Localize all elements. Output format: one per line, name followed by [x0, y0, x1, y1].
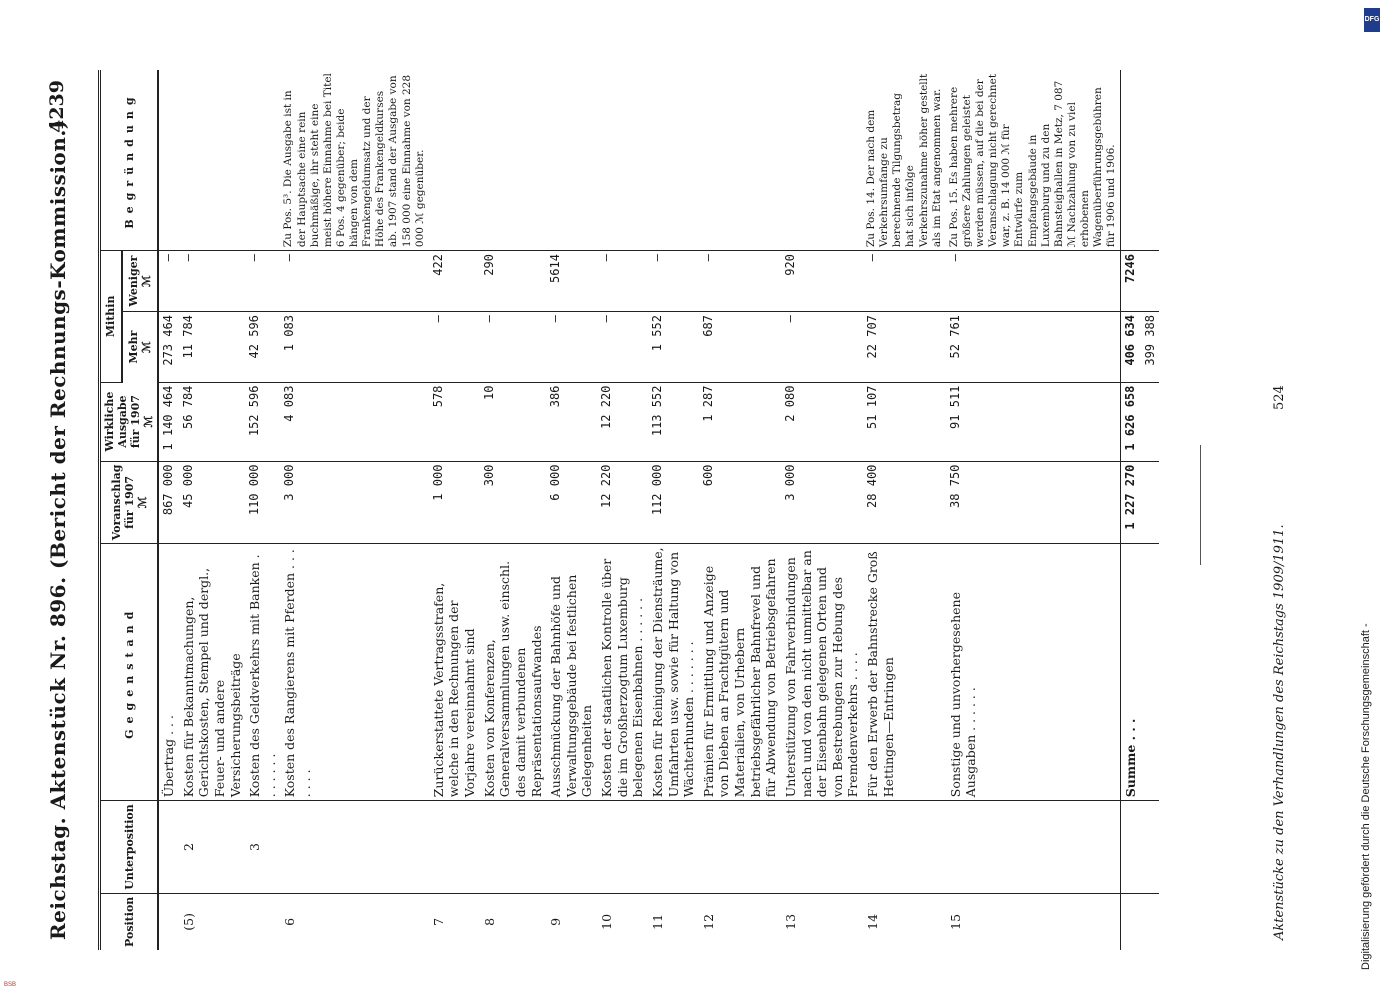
table-row: [546, 70, 597, 950]
cell-unterposition: [158, 801, 179, 893]
cell-gegenstand: Kosten für Reinigung der Diensträume, Umfahrten usw. sowie für Haltung von Wächterhunden . . . . . . .: [648, 544, 699, 801]
cell-voranschlag: 112 000: [648, 461, 699, 544]
cell-unterposition: [280, 801, 428, 893]
cell-begruendung: Zu Pos. 15. Es haben mehrere größere Zahlungen geleistet werden müssen, auf die bei der Veranschlagung nicht gerechnet war, z. B. 14 000 ℳ für Entwürfe zum Empfangsgebäude in Luxemburg und zu den Bahnsteighallen in Metz, 7 087 ℳ Nachzahlung von zu viel erhobenen Wagenüberführungsgebühren für 1906 und 1906.: [946, 70, 1121, 251]
cell-ausgabe: 91 511: [946, 382, 1121, 461]
cell-ausgabe: 1 287: [699, 382, 781, 461]
cell-position: 12: [700, 913, 716, 930]
table-row: [781, 70, 863, 950]
table-row: [429, 70, 480, 950]
page-header: [40, 70, 80, 950]
cell-ausgabe: 51 107: [863, 382, 946, 461]
cell-gegenstand: Ausschmückung der Bahnhöfe und Verwaltungsgebäude bei festlichen Gelegenheiten: [546, 544, 597, 801]
cell-position: 9: [548, 917, 564, 926]
cell-voranschlag: 110 000: [245, 461, 280, 544]
cell-voranschlag: 600: [699, 461, 781, 544]
cell-ausgabe: 386: [546, 382, 597, 461]
cell-gegenstand: Kosten der staatlichen Kontrolle über die im Großherzogtum Luxemburg belegenen Eisenbahnen . . . . . .: [597, 544, 648, 801]
cell-unterposition: [648, 801, 699, 893]
cell-begruendung: Zu Pos. 5³. Die Ausgabe ist in der Hauptsache eine rein buchmäßige, ihr steht eine meist höhere Einnahme bei Titel 6 Pos. 4 gegenüber; beide hängen von dem Frankengeldumsatz und der Höhe des Frankengeldkurses ab. 1907 stand der Ausgabe von 158 000 eine Einnahme von 228 000 ℳ gegenüber.: [280, 70, 428, 251]
table-row: [245, 70, 280, 950]
cell-position: 7: [430, 917, 446, 926]
footer-page: 524: [1272, 385, 1287, 410]
cell-weniger: —: [158, 251, 179, 312]
cell-weniger: 290: [480, 251, 547, 312]
budget-table: [98, 70, 1159, 950]
page-footer: [1268, 70, 1308, 950]
cell-voranschlag: 1 000: [429, 461, 480, 544]
cell-ausgabe: 4 083: [280, 382, 428, 461]
cell-ausgabe: 152 596: [245, 382, 280, 461]
cell-empty: [1141, 544, 1159, 801]
page-number: 4239: [46, 80, 68, 133]
cell-begruendung: [699, 70, 781, 251]
header-title: Reichstag. Aktenstück Nr. 896. (Bericht der Rechnungs-Kommission.): [46, 119, 70, 940]
table-row: [863, 70, 946, 950]
digitization-note: Digitalisierung gefördert durch die Deutsche Forschungsgemeinschaft -: [1360, 623, 1372, 970]
cell-ausgabe: 56 784: [179, 382, 246, 461]
cell-mehr: 52 761: [946, 312, 1121, 383]
cell-begruendung: [648, 70, 699, 251]
cell-ausgabe: 12 220: [597, 382, 648, 461]
cell-mehr: —: [480, 312, 547, 383]
cell-weniger: —: [946, 251, 1121, 312]
cell-begruendung: [429, 70, 480, 251]
cell-weniger: 5614: [546, 251, 597, 312]
cell-position: (5): [180, 913, 196, 931]
cell-empty: [1141, 893, 1159, 950]
cell-mehr: 687: [699, 312, 781, 383]
cell-weniger: —: [179, 251, 246, 312]
sum-weniger: 7246: [1121, 251, 1141, 312]
cell-gegenstand: Unterstützung von Fahrverbindungen nach und von den nicht unmittelbar an der Eisenbahn gelegenen Orten und von Bestrebungen zur Hebung des Fremdenverkehrs . . . .: [781, 544, 863, 801]
cell-empty: [1141, 382, 1159, 461]
cell-position: 13: [782, 913, 798, 930]
cell-gegenstand: Kosten des Geldverkehrs mit Banken . . . . . . .: [245, 544, 280, 801]
cell-ausgabe: 578: [429, 382, 480, 461]
cell-gegenstand: Kosten für Bekanntmachungen, Gerichtskosten, Stempel und dergl., Feuer- und andere Versicherungsbeiträge: [179, 544, 246, 801]
cell-gegenstand: Prämien für Ermittlung und Anzeige von Dieben an Frachtgütern und Materialien, von Urhebern betriebsgefährlicher Bahnfrevel und für Abwendung von Betriebsgefahren: [699, 544, 781, 801]
cell-weniger: 422: [429, 251, 480, 312]
table-row: [158, 70, 179, 950]
cell-mehr: —: [597, 312, 648, 383]
cell-gegenstand: Für den Erwerb der Bahnstrecke Groß Hettingen—Entringen: [863, 544, 946, 801]
cell-empty: [1121, 70, 1141, 251]
cell-begruendung: [158, 70, 179, 251]
table-row: [480, 70, 547, 950]
cell-mehr: 11 784: [179, 312, 246, 383]
cell-mehr: 273 464: [158, 312, 179, 383]
cell-begruendung: [781, 70, 863, 251]
table-row: [699, 70, 781, 950]
cell-unterposition: 2: [179, 801, 246, 893]
col-gegenstand: Gegenstand: [100, 544, 159, 801]
cell-weniger: 920: [781, 251, 863, 312]
cell-unterposition: [597, 801, 648, 893]
cell-unterposition: [946, 801, 1121, 893]
cell-gegenstand: Sonstige und unvorhergesehene Ausgaben . . . . . .: [946, 544, 1121, 801]
net-row: [1141, 70, 1159, 950]
table-row: [946, 70, 1121, 950]
col-ausgabe: Wirkliche Ausgabe für 1907 ℳ: [100, 382, 159, 461]
cell-mehr: —: [429, 312, 480, 383]
cell-gegenstand: Kosten des Rangierens mit Pferden . . . . . . .: [280, 544, 428, 801]
cell-begruendung: [245, 70, 280, 251]
cell-position: [158, 893, 179, 950]
cell-voranschlag: 12 220: [597, 461, 648, 544]
cell-ausgabe: 10: [480, 382, 547, 461]
sum-label: Summe . . .: [1121, 544, 1141, 801]
cell-mehr: —: [781, 312, 863, 383]
cell-weniger: —: [280, 251, 428, 312]
table-row: [648, 70, 699, 950]
cell-voranschlag: 300: [480, 461, 547, 544]
cell-unterposition: [546, 801, 597, 893]
document-sheet: [40, 70, 1320, 950]
table-row: [179, 70, 246, 950]
cell-unterposition: [429, 801, 480, 893]
cell-position: 10: [599, 913, 614, 930]
footer-source: Aktenstücke zu den Verhandlungen des Reichstags 1909/1911.: [1272, 524, 1287, 940]
cell-position: 8: [481, 917, 497, 926]
col-position: Position: [100, 893, 159, 950]
cell-position: 11: [649, 913, 665, 930]
cell-unterposition: [863, 801, 946, 893]
cell-weniger: —: [863, 251, 946, 312]
cell-weniger: —: [648, 251, 699, 312]
bsb-mark: BSB: [4, 982, 17, 988]
cell-weniger: —: [597, 251, 648, 312]
table-row: [280, 70, 428, 950]
cell-gegenstand: Übertrag . . .: [158, 544, 179, 801]
sum-ausgabe: 1 626 658: [1121, 382, 1141, 461]
cell-unterposition: [699, 801, 781, 893]
cell-weniger: —: [245, 251, 280, 312]
cell-empty: [1141, 70, 1159, 251]
cell-mehr: —: [546, 312, 597, 383]
sum-mehr: 406 634: [1121, 312, 1141, 383]
cell-position: 6: [282, 917, 298, 926]
net-difference: 399 388: [1141, 312, 1159, 383]
cell-unterposition: [781, 801, 863, 893]
cell-gegenstand: Zurückerstattete Vertragsstrafen, welche in den Rechnungen der Vorjahre vereinnahmt sind: [429, 544, 480, 801]
cell-empty: [1141, 461, 1159, 544]
cell-begruendung: [179, 70, 246, 251]
cell-position: [245, 893, 280, 950]
cell-position: 14: [865, 913, 880, 930]
cell-begruendung: [546, 70, 597, 251]
col-voranschlag: Voranschlag für 1907 ℳ: [100, 461, 159, 544]
cell-empty: [1121, 801, 1141, 893]
cell-mehr: 1 083: [280, 312, 428, 383]
cell-unterposition: 3: [245, 801, 280, 893]
col-weniger: Weniger ℳ: [122, 251, 158, 312]
dfg-logo: DFG: [1364, 8, 1380, 32]
table-row: [597, 70, 648, 950]
cell-ausgabe: 1 140 464: [158, 382, 179, 461]
cell-voranschlag: 38 750: [946, 461, 1121, 544]
cell-mehr: 22 707: [863, 312, 946, 383]
sum-row: [1121, 70, 1141, 950]
cell-voranschlag: 45 000: [179, 461, 246, 544]
cell-mehr: 42 596: [245, 312, 280, 383]
cell-ausgabe: 2 080: [781, 382, 863, 461]
col-unterposition: Unterposition: [100, 801, 159, 893]
sum-voranschlag: 1 227 270: [1121, 461, 1141, 544]
cell-mehr: 1 552: [648, 312, 699, 383]
cell-voranschlag: 3 000: [781, 461, 863, 544]
cell-position: 15: [947, 913, 963, 930]
cell-voranschlag: 28 400: [863, 461, 946, 544]
cell-weniger: —: [699, 251, 781, 312]
cell-empty: [1141, 251, 1159, 312]
col-mithin: Mithin: [100, 251, 122, 383]
cell-unterposition: [480, 801, 547, 893]
col-mehr: Mehr ℳ: [122, 312, 158, 383]
cell-empty: [1141, 801, 1159, 893]
cell-empty: [1121, 893, 1141, 950]
col-begruendung: Begründung: [100, 70, 159, 251]
cell-gegenstand: Kosten von Konferenzen, Generalversammlungen usw. einschl. des damit verbundenen Repräsentationsaufwandes: [480, 544, 547, 801]
cell-voranschlag: 6 000: [546, 461, 597, 544]
cell-begruendung: Zu Pos. 14. Der nach dem Verkehrsumfange zu berechnende Tilgungsbetrag hat sich infolge Verkehrszunahme höher gestellt als im Etat angenommen war.: [863, 70, 946, 251]
cell-voranschlag: 3 000: [280, 461, 428, 544]
cell-begruendung: [597, 70, 648, 251]
cell-voranschlag: 867 000: [158, 461, 179, 544]
cell-ausgabe: 113 552: [648, 382, 699, 461]
cell-begruendung: [480, 70, 547, 251]
